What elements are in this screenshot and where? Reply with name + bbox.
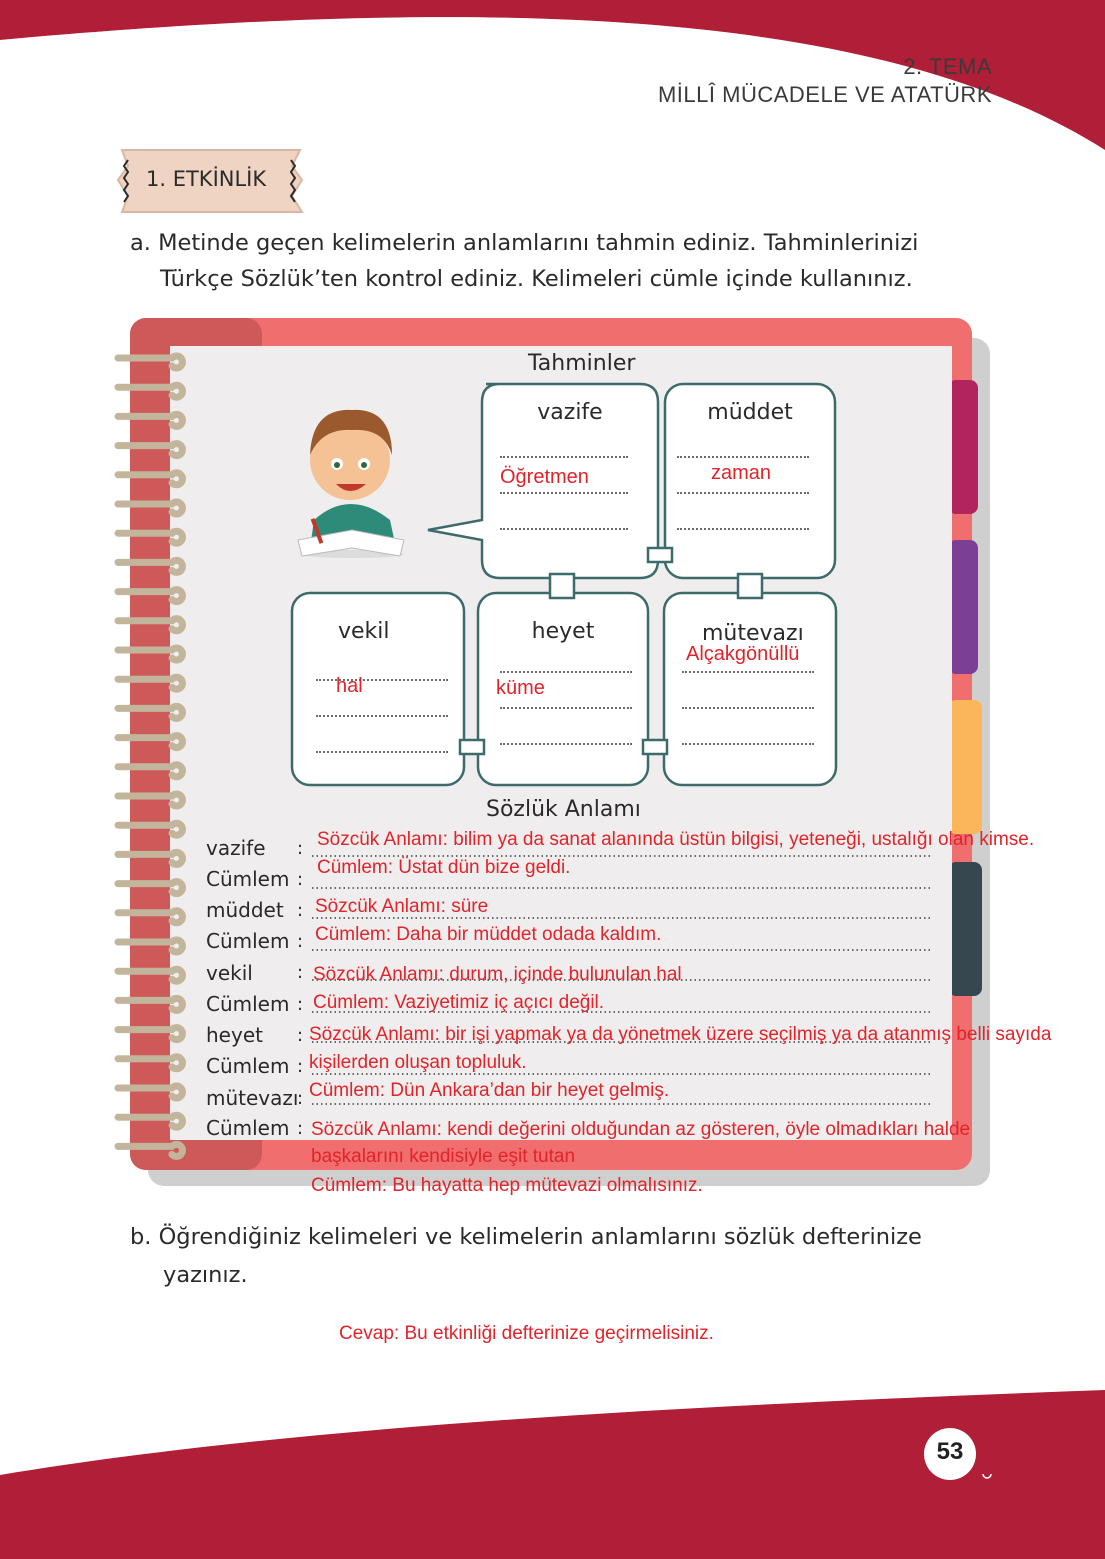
row-label: vazife — [206, 836, 266, 860]
row-label: mütevazı — [206, 1086, 299, 1110]
row-answer: Cümlem: Vaziyetimiz iç açıcı değil. — [313, 992, 605, 1013]
row-label: heyet — [206, 1023, 263, 1047]
guess-box-vekil — [292, 593, 464, 785]
theme-number: 2. TEMA — [903, 54, 992, 79]
guess-box-heyet — [478, 593, 648, 785]
box-guess: küme — [496, 677, 545, 699]
extra-answer: başkalarını kendisiyle eşit tutan — [311, 1146, 576, 1167]
row-answer: Cümlem: Dün Ankara’dan bir heyet gelmiş. — [309, 1080, 670, 1101]
guess-box-muddet — [665, 384, 835, 578]
extra-answer: Cümlem: Bu hayatta hep mütevazi olmalısınız. — [311, 1175, 703, 1196]
row-label: Cümlem — [206, 992, 290, 1016]
row-label: Cümlem — [206, 867, 290, 891]
box-word: vazife — [537, 400, 603, 425]
box-guess: Öğretmen — [500, 466, 589, 488]
row-label: vekil — [206, 961, 253, 985]
sozluk-title: Sözlük Anlamı — [486, 797, 641, 822]
row-answer: Cümlem: Daha bir müddet odada kaldım. — [315, 924, 662, 945]
row-answer: Sözcük Anlamı: durum, içinde bulunulan hal — [313, 964, 682, 985]
row-answer: Cümlem: Üstat dün bize geldi. — [317, 857, 571, 878]
box-guess: zaman — [711, 462, 772, 484]
part-b-line1: b. Öğrendiğiniz kelimeleri ve kelimelerin anlamlarını sözlük defterinize — [130, 1224, 922, 1250]
box-word: vekil — [338, 619, 390, 644]
activity-label: 1. ETKİNLİK — [146, 167, 267, 191]
tab-purple — [948, 540, 978, 674]
tahminler-title: Tahminler — [528, 351, 636, 376]
row-answer: Sözcük Anlamı: kendi değerini olduğundan az gösteren, öyle olmadıkları halde — [311, 1119, 971, 1140]
box-word: mütevazı — [702, 621, 804, 646]
row-label: Cümlem — [206, 1116, 290, 1140]
row-label: müddet — [206, 898, 284, 922]
row-label: Cümlem — [206, 929, 290, 953]
box-guess: hal — [336, 675, 363, 697]
part-a-line1: a. Metinde geçen kelimelerin anlamlarını tahmin ediniz. Tahminlerinizi — [130, 230, 919, 256]
box-guess: Alçakgönüllü — [686, 643, 800, 665]
guess-box-mutevazi — [664, 593, 836, 785]
guess-box-vazife — [482, 384, 658, 578]
tab-magenta — [948, 380, 978, 514]
box-word: müddet — [707, 400, 793, 425]
row-answer: kişilerden oluşan topluluk. — [309, 1052, 527, 1073]
page-number: 53 — [936, 1438, 964, 1465]
tab-orange — [948, 700, 982, 834]
row-answer: Sözcük Anlamı: bilim ya da sanat alanında üstün bilgisi, yeteneği, ustalığı olan kimse. — [317, 829, 1035, 850]
tab-dark — [948, 862, 982, 996]
part-a-line2: Türkçe Sözlük’ten kontrol ediniz. Kelimeleri cümle içinde kullanınız. — [160, 266, 913, 292]
row-answer: Sözcük Anlamı: bir işi yapmak ya da yönetmek üzere seçilmiş ya da atanmış belli sayıda — [309, 1024, 1052, 1045]
row-answer: Sözcük Anlamı: süre — [315, 896, 489, 917]
part-b-answer: Cevap: Bu etkinliği defterinize geçirmelisiniz. — [339, 1323, 714, 1344]
part-b-line2: yazınız. — [163, 1262, 248, 1288]
theme-title: MİLLÎ MÜCADELE VE ATATÜRK — [657, 82, 992, 107]
box-word: heyet — [531, 619, 595, 644]
row-label: Cümlem — [206, 1054, 290, 1078]
